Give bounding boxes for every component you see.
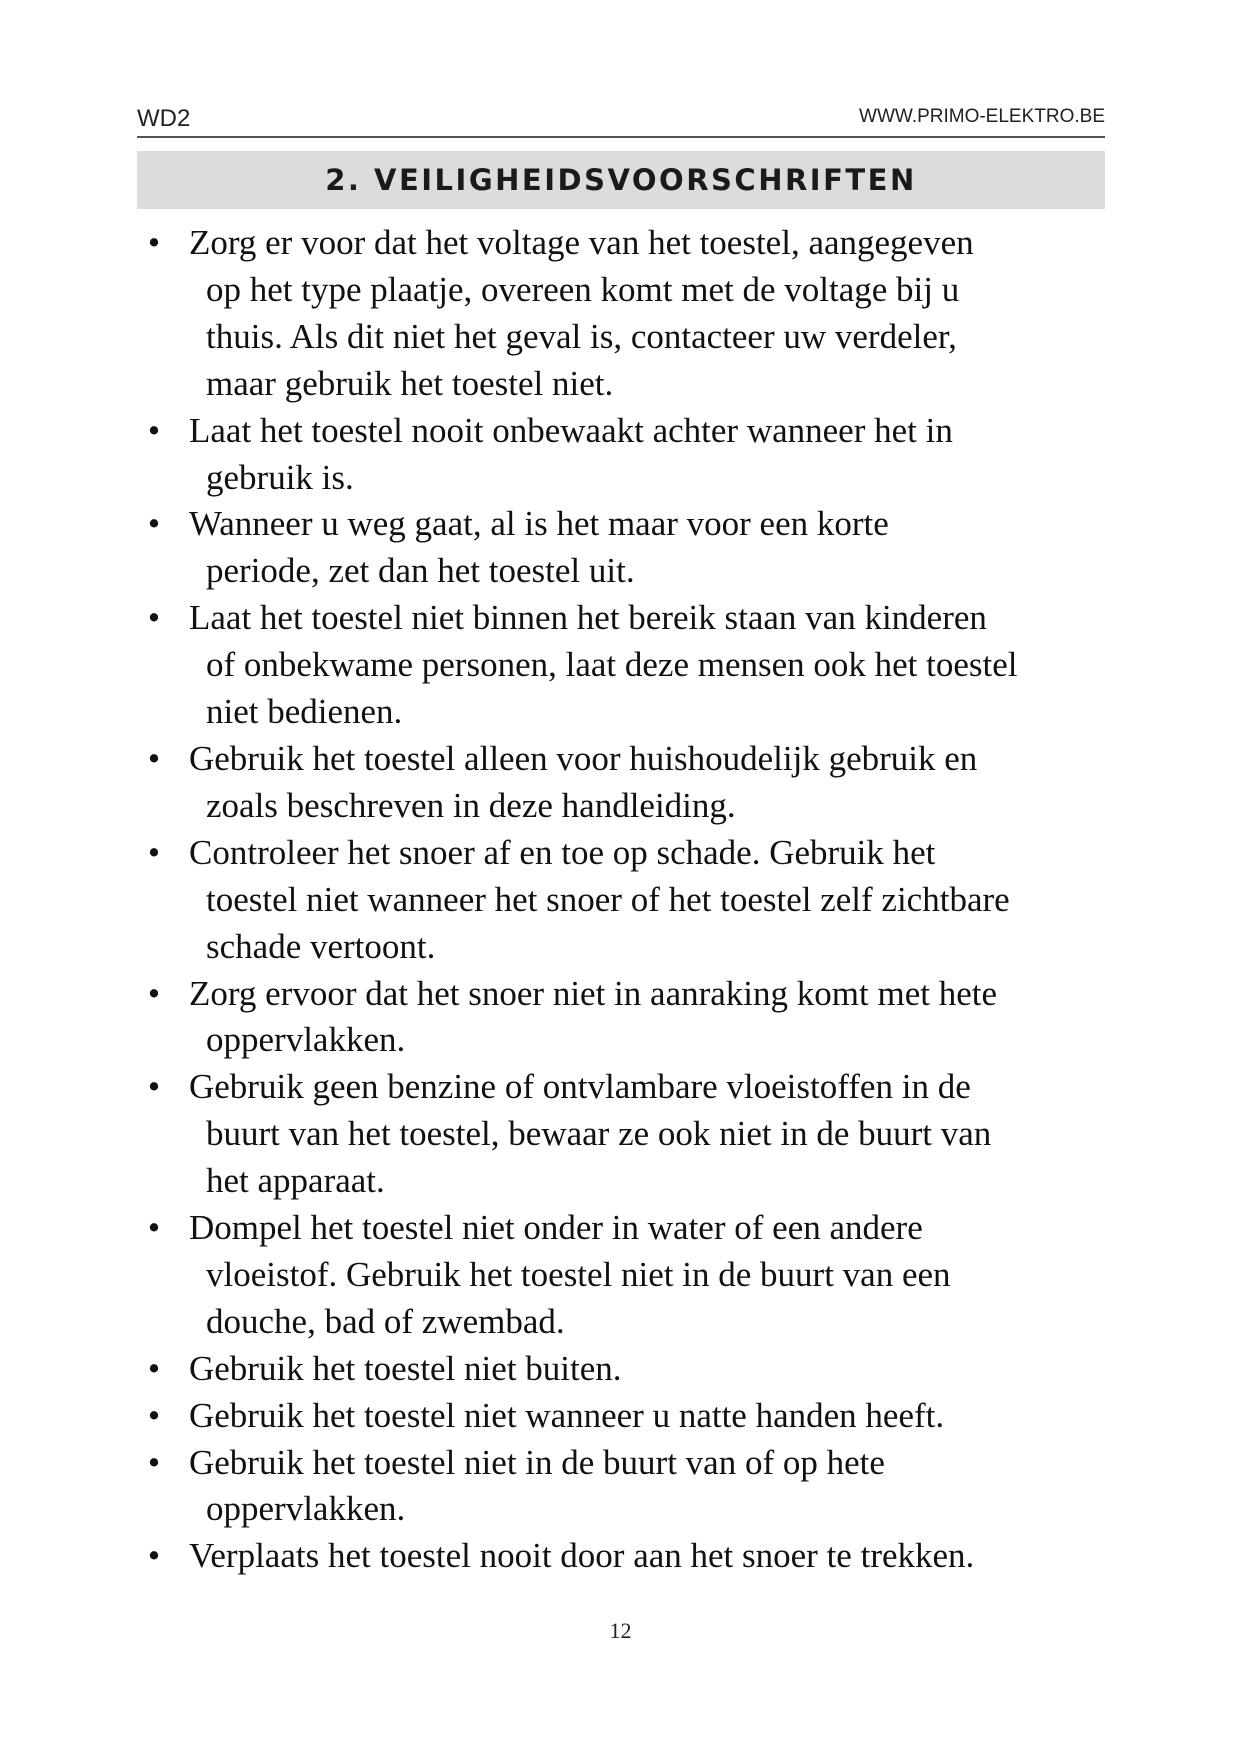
list-item: [137, 220, 1117, 408]
safety-instructions-list: [137, 220, 1117, 1580]
list-item-text-line: vloeistof. Gebruik het toestel niet in de buurt van een: [206, 1254, 951, 1294]
list-item-text-line: Gebruik het toestel niet buiten.: [189, 1348, 622, 1388]
list-item: [137, 1346, 1117, 1393]
bullet-marker: •: [147, 504, 161, 544]
list-item: [137, 736, 1117, 830]
website-url: WWW.PRIMO-ELEKTRO.BE: [859, 106, 1105, 127]
bullet-marker: •: [147, 1395, 161, 1435]
list-item: [137, 1440, 1117, 1534]
list-item: [137, 1393, 1117, 1440]
list-item-text-line: zoals beschreven in deze handleiding.: [206, 785, 736, 825]
list-item: [137, 1064, 1117, 1205]
list-item-text-line: niet bedienen.: [206, 692, 403, 732]
bullet-marker: •: [147, 973, 161, 1013]
list-item: [137, 971, 1117, 1065]
list-item-text-line: oppervlakken.: [206, 1020, 406, 1060]
list-item-text-line: Zorg ervoor dat het snoer niet in aanraking komt met hete: [189, 973, 997, 1013]
list-item-text-line: maar gebruik het toestel niet.: [206, 363, 614, 403]
list-item-text-line: het apparaat.: [206, 1161, 385, 1201]
bullet-marker: •: [147, 410, 161, 450]
list-item-text-line: Zorg er voor dat het voltage van het toestel, aangegeven: [189, 223, 974, 262]
list-item: [137, 830, 1117, 971]
list-item-text-line: douche, bad of zwembad.: [206, 1301, 565, 1341]
bullet-marker: •: [147, 738, 161, 778]
list-item: [137, 1533, 1117, 1580]
list-item-text-line: Controleer het snoer af en toe op schade. Gebruik het: [189, 832, 936, 872]
list-item: [137, 501, 1117, 595]
list-item-text-line: periode, zet dan het toestel uit.: [206, 551, 635, 591]
list-item-text-line: op het type plaatje, overeen komt met de voltage bij u: [206, 269, 960, 309]
list-item-text-line: Laat het toestel nooit onbewaakt achter wanneer het in: [189, 410, 953, 450]
list-item-text-line: Gebruik het toestel niet wanneer u natte handen heeft.: [189, 1395, 945, 1435]
bullet-marker: •: [147, 598, 161, 638]
section-title: 2. VEILIGHEIDSVOORSCHRIFTEN: [325, 163, 917, 197]
list-item: [137, 408, 1117, 502]
list-item-text-line: Laat het toestel niet binnen het bereik staan van kinderen: [189, 598, 987, 638]
bullet-marker: •: [147, 1442, 161, 1482]
list-item-text-line: thuis. Als dit niet het geval is, contacteer uw verdeler,: [206, 316, 957, 356]
list-item-text-line: Gebruik het toestel niet in de buurt van of op hete: [189, 1442, 885, 1482]
list-item-text-line: toestel niet wanneer het snoer of het toestel zelf zichtbare: [206, 879, 1010, 919]
page-number: 12: [609, 1618, 632, 1643]
bullet-marker: •: [147, 1536, 161, 1576]
list-item-text-line: buurt van het toestel, bewaar ze ook niet in de buurt van: [206, 1114, 992, 1154]
bullet-marker: •: [147, 1208, 161, 1248]
bullet-marker: •: [147, 1348, 161, 1388]
list-item-text-line: Wanneer u weg gaat, al is het maar voor een korte: [189, 504, 889, 544]
model-name: WD2: [137, 105, 191, 132]
page-header: [137, 100, 1105, 138]
list-item: [137, 595, 1117, 736]
list-item-text-line: Dompel het toestel niet onder in water of een andere: [189, 1208, 923, 1248]
bullet-marker: •: [147, 223, 161, 262]
list-item-text-line: Verplaats het toestel nooit door aan het snoer te trekken.: [189, 1536, 975, 1576]
section-title-bar: [137, 151, 1105, 209]
list-item: [137, 1205, 1117, 1346]
list-item-text-line: oppervlakken.: [206, 1489, 406, 1529]
list-item-text-line: Gebruik geen benzine of ontvlambare vloeistoffen in de: [189, 1067, 971, 1107]
bullet-marker: •: [147, 832, 161, 872]
list-item-text-line: of onbekwame personen, laat deze mensen ook het toestel: [206, 645, 1018, 685]
bullet-marker: •: [147, 1067, 161, 1107]
list-item-text-line: schade vertoont.: [206, 926, 436, 966]
list-item-text-line: gebruik is.: [206, 457, 354, 497]
list-item-text-line: Gebruik het toestel alleen voor huishoudelijk gebruik en: [189, 738, 978, 778]
